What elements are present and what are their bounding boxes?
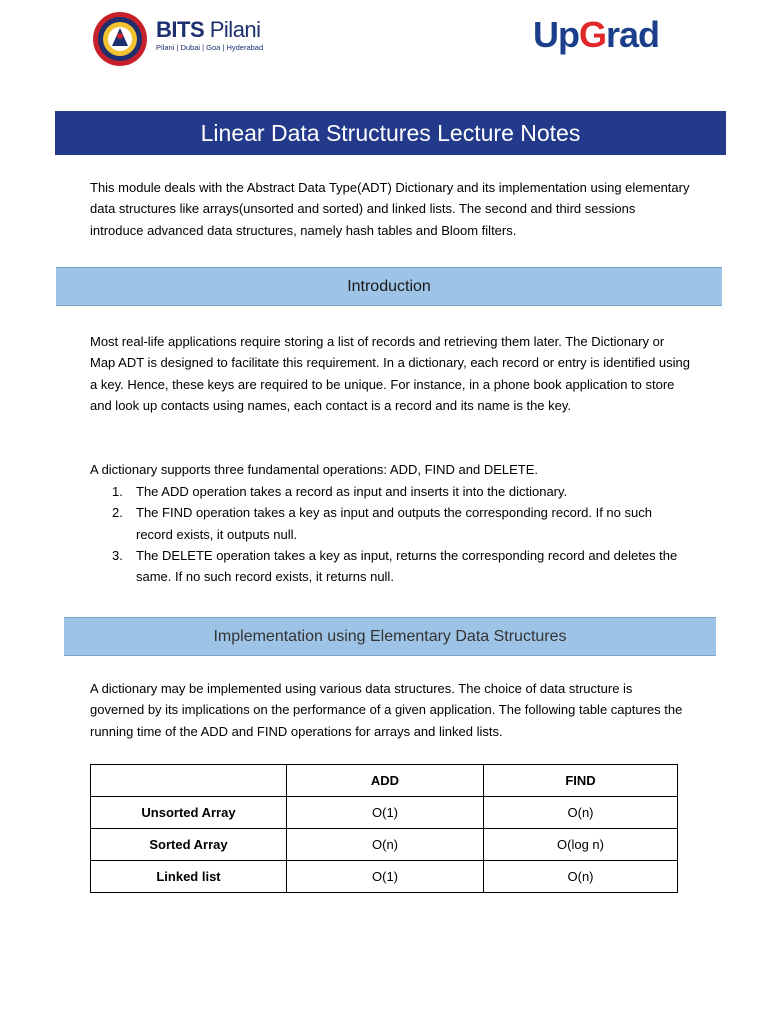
table-row-label: Sorted Array bbox=[91, 829, 287, 861]
upgrad-prefix: Up bbox=[533, 14, 579, 55]
bits-brand-suffix: Pilani bbox=[209, 17, 261, 42]
section-implementation-banner bbox=[64, 617, 716, 656]
upgrad-g: G bbox=[579, 14, 607, 55]
title-banner bbox=[55, 111, 726, 155]
intro-paragraph: This module deals with the Abstract Data Type(ADT) Dictionary and its implementation using elementary data structures like arrays(unsorted and sorted) and linked lists. The second and third sessions introduce advanced data structures, namely hash tables and Bloom filters. bbox=[90, 180, 690, 238]
table-cell: O(log n) bbox=[484, 829, 678, 861]
section-introduction-banner bbox=[56, 267, 722, 306]
list-number: 1. bbox=[112, 484, 123, 499]
list-item bbox=[90, 545, 690, 588]
table-row bbox=[91, 829, 678, 861]
list-number: 3. bbox=[112, 547, 123, 563]
section-implementation-heading: Implementation using Elementary Data Structures bbox=[213, 627, 567, 645]
bits-campuses: Pilani | Dubai | Goa | Hyderabad bbox=[156, 43, 264, 52]
list-text: The DELETE operation takes a key as input, returns the corresponding record and deletes the same. If no such record exists, it returns null. bbox=[136, 547, 678, 585]
table-header-cell bbox=[91, 765, 287, 797]
operations-list bbox=[90, 481, 690, 587]
table-header-cell: ADD bbox=[287, 765, 484, 797]
operations-intro: A dictionary supports three fundamental operations: ADD, FIND and DELETE. bbox=[90, 462, 539, 477]
table-row bbox=[91, 861, 678, 893]
table-row-label: Linked list bbox=[91, 861, 287, 893]
section-introduction-heading: Introduction bbox=[347, 277, 431, 295]
table-row bbox=[91, 797, 678, 829]
list-text: The FIND operation takes a key as input and outputs the corresponding record. If no such record exists, it outputs null. bbox=[136, 505, 652, 542]
page-title: Linear Data Structures Lecture Notes bbox=[200, 119, 581, 146]
list-item bbox=[90, 481, 690, 502]
table-cell: O(n) bbox=[484, 861, 678, 893]
list-item bbox=[90, 502, 690, 545]
table-cell: O(n) bbox=[484, 797, 678, 829]
table-cell: O(n) bbox=[287, 829, 484, 861]
table-cell: O(1) bbox=[287, 861, 484, 893]
upgrad-logo bbox=[533, 14, 659, 56]
table-header-cell: FIND bbox=[484, 765, 678, 797]
implementation-paragraph: A dictionary may be implemented using various data structures. The choice of data structure is governed by its implications on the performance of a given application. The following table captures the running time of the ADD and FIND operations for arrays and linked lists. bbox=[90, 681, 683, 739]
table-row-label: Unsorted Array bbox=[91, 797, 287, 829]
table-header-row bbox=[91, 765, 678, 797]
running-time-table bbox=[90, 764, 678, 893]
introduction-paragraph: Most real-life applications require storing a list of records and retrieving them later. The Dictionary or Map ADT is designed to facilitate this requirement. In a dictionary, each record or entry is identified using a key. Hence, these keys are required to be unique. For instance, in a phone book application to store and look up contacts using names, each contact is a record and its name is the key. bbox=[90, 334, 690, 413]
bits-pilani-logo bbox=[92, 8, 272, 72]
upgrad-suffix: rad bbox=[606, 14, 660, 55]
bits-brand: BITS bbox=[156, 17, 205, 42]
list-text: The ADD operation takes a record as input and inserts it into the dictionary. bbox=[136, 484, 568, 499]
table-cell: O(1) bbox=[287, 797, 484, 829]
bits-seal-icon bbox=[92, 8, 148, 70]
list-number: 2. bbox=[112, 505, 123, 521]
